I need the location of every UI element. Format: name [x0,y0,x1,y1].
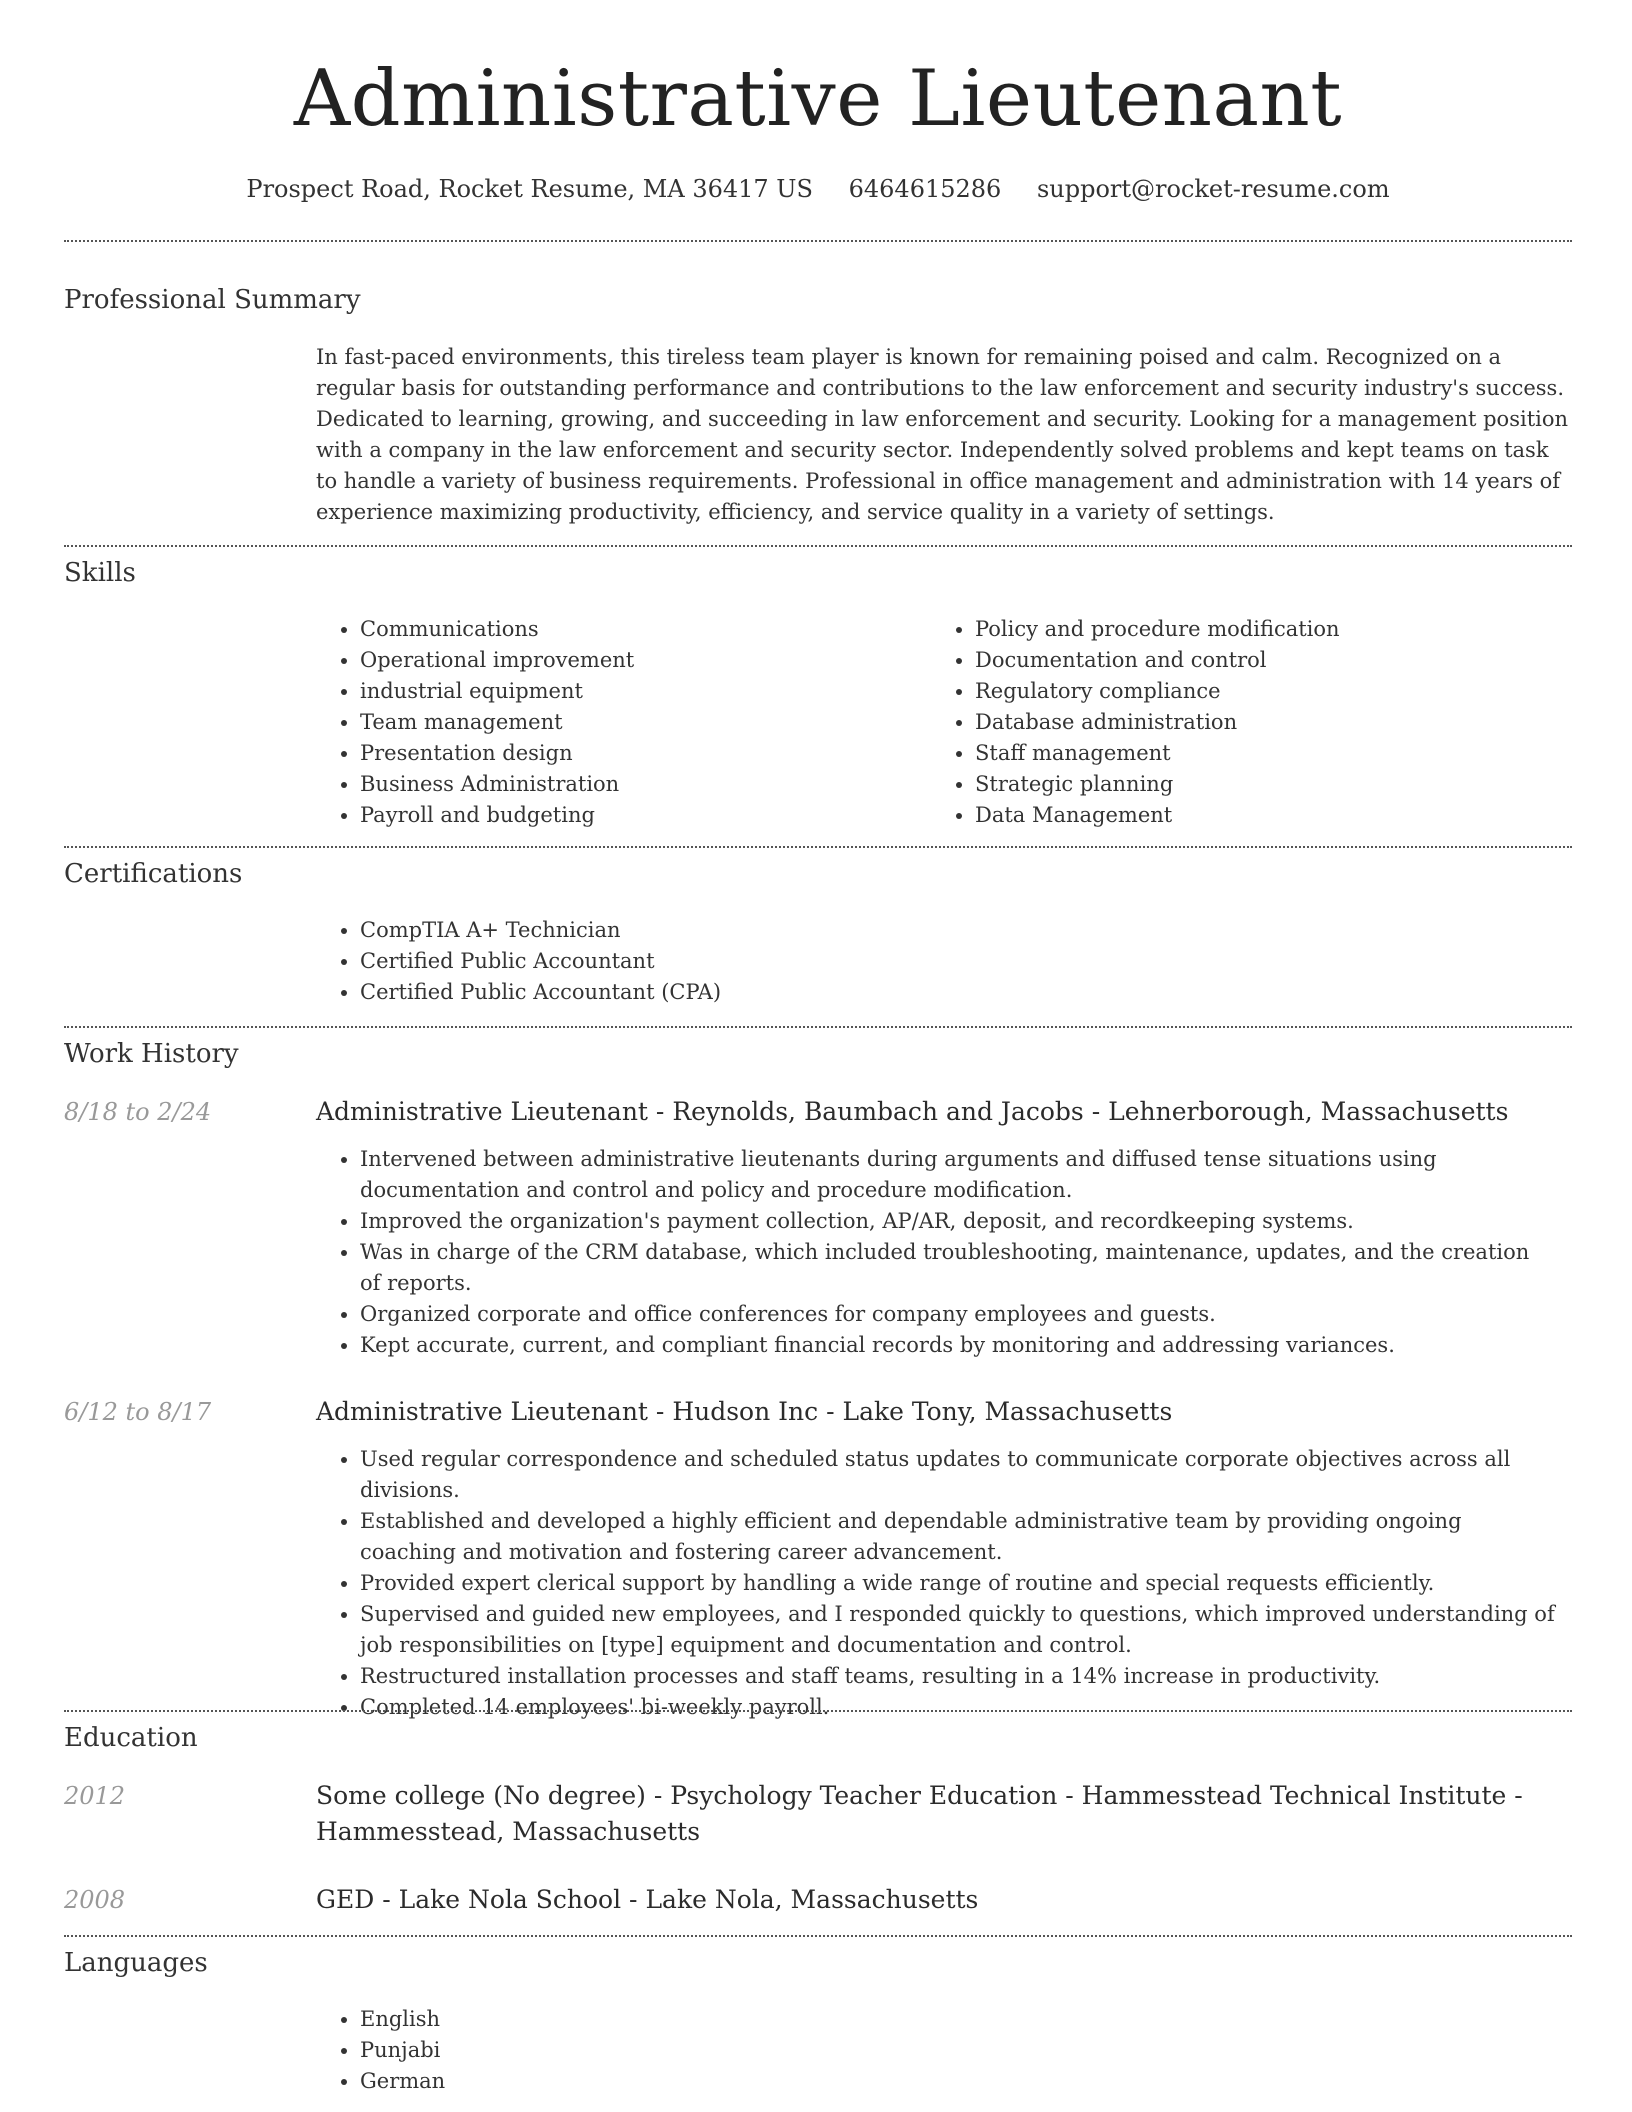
job-dates: 6/12 to 8/17 [64,1398,212,1426]
job-bullet: • Established and developed a highly efficient and dependable administrative team by providing ongoing coaching and motivation and fostering career advancement. [360,1506,1556,1568]
skill-item: • Staff management [975,738,1531,769]
skill-item: • Strategic planning [975,769,1531,800]
contact-line [64,172,1572,206]
skill-item: • Team management [360,707,916,738]
skill-item: • Documentation and control [975,645,1531,676]
skills-column-left [316,614,916,831]
job-bullet: • Supervised and guided new employees, and I responded quickly to questions, which improved understanding of job responsibilities on [type] equipment and documentation and control. [360,1599,1556,1661]
education-title: Education [64,1723,198,1753]
skill-item: • Operational improvement [360,645,916,676]
email: support@rocket-resume.com [1036,175,1390,203]
job-dates: 8/18 to 2/24 [64,1098,212,1126]
skill-item: • Database administration [975,707,1531,738]
skill-item: • Payroll and budgeting [360,800,916,831]
job-bullet: • Kept accurate, current, and compliant financial records by monitoring and addressing variances. [360,1330,1556,1361]
section-divider [64,240,1572,242]
language-item: • English [360,2004,1556,2035]
skill-item: • Regulatory compliance [975,676,1531,707]
skills-title: Skills [64,558,136,588]
job-heading: Administrative Lieutenant - Reynolds, Baumbach and Jacobs - Lehnerborough, Massachusetts [316,1097,1509,1126]
job-bullets [316,1144,1556,1361]
certification-item: • Certified Public Accountant [360,946,1556,977]
job-bullet: • Intervened between administrative lieutenants during arguments and diffused tense situations using documentation and control and policy and procedure modification. [360,1144,1556,1206]
section-divider [64,1026,1572,1028]
languages-list [316,2004,1556,2097]
education-year: 2008 [64,1886,126,1914]
certification-item: • CompTIA A+ Technician [360,915,1556,946]
summary-text: In fast-paced environments, this tireless team player is known for remaining poised and calm. Recognized on a regular basis for outstanding performance and contributions to the law enforcement and security industry's success. Dedicated to learning, growing, and succeeding in law enforcement and security. Looking for a management position with a company in the law enforcement and security sector. Independently solved problems and kept teams on task to handle a variety of business requirements. Professional in office management and administration with 14 years of experience maximizing productivity, efficiency, and service quality in a variety of settings. [316,345,1569,524]
education-heading: GED - Lake Nola School - Lake Nola, Massachusetts [316,1885,979,1914]
job-heading: Administrative Lieutenant - Hudson Inc - Lake Tony, Massachusetts [316,1397,1173,1426]
candidate-name: Administrative Lieutenant [293,54,1343,144]
language-item: • German [360,2066,1556,2097]
skills-column-right [931,614,1531,831]
certifications-list [316,915,1556,1008]
skill-item: • Business Administration [360,769,916,800]
job-bullet: • Was in charge of the CRM database, which included troubleshooting, maintenance, updates, and the creation of reports. [360,1237,1556,1299]
summary-title: Professional Summary [64,285,361,315]
section-divider [64,1935,1572,1937]
education-year: 2012 [64,1782,126,1810]
work-history-title: Work History [64,1039,239,1069]
skill-item: • industrial equipment [360,676,916,707]
address: Prospect Road, Rocket Resume, MA 36417 US [246,175,813,203]
skill-item: • Policy and procedure modification [975,614,1531,645]
section-divider [64,545,1572,547]
job-bullet: • Organized corporate and office conferences for company employees and guests. [360,1299,1556,1330]
skill-item: • Presentation design [360,738,916,769]
job-bullet: • Completed 14 employees' bi-weekly payroll. [360,1692,1556,1723]
education-heading: Some college (No degree) - Psychology Teacher Education - Hammesstead Technical Institute - Hammesstead, Massachusetts [316,1781,1523,1846]
job-bullet: • Improved the organization's payment collection, AP/AR, deposit, and recordkeeping systems. [360,1206,1556,1237]
job-bullet: • Restructured installation processes and staff teams, resulting in a 14% increase in productivity. [360,1661,1556,1692]
phone: 6464615286 [848,175,1002,203]
job-bullets [316,1444,1556,1723]
section-divider [64,846,1572,848]
language-item: • Punjabi [360,2035,1556,2066]
certifications-title: Certifications [64,859,243,889]
section-divider [64,1710,1572,1712]
job-bullet: • Used regular correspondence and scheduled status updates to communicate corporate objectives across all divisions. [360,1444,1556,1506]
skill-item: • Data Management [975,800,1531,831]
skill-item: • Communications [360,614,916,645]
certification-item: • Certified Public Accountant (CPA) [360,977,1556,1008]
job-bullet: • Provided expert clerical support by handling a wide range of routine and special requests efficiently. [360,1568,1556,1599]
languages-title: Languages [64,1948,208,1978]
